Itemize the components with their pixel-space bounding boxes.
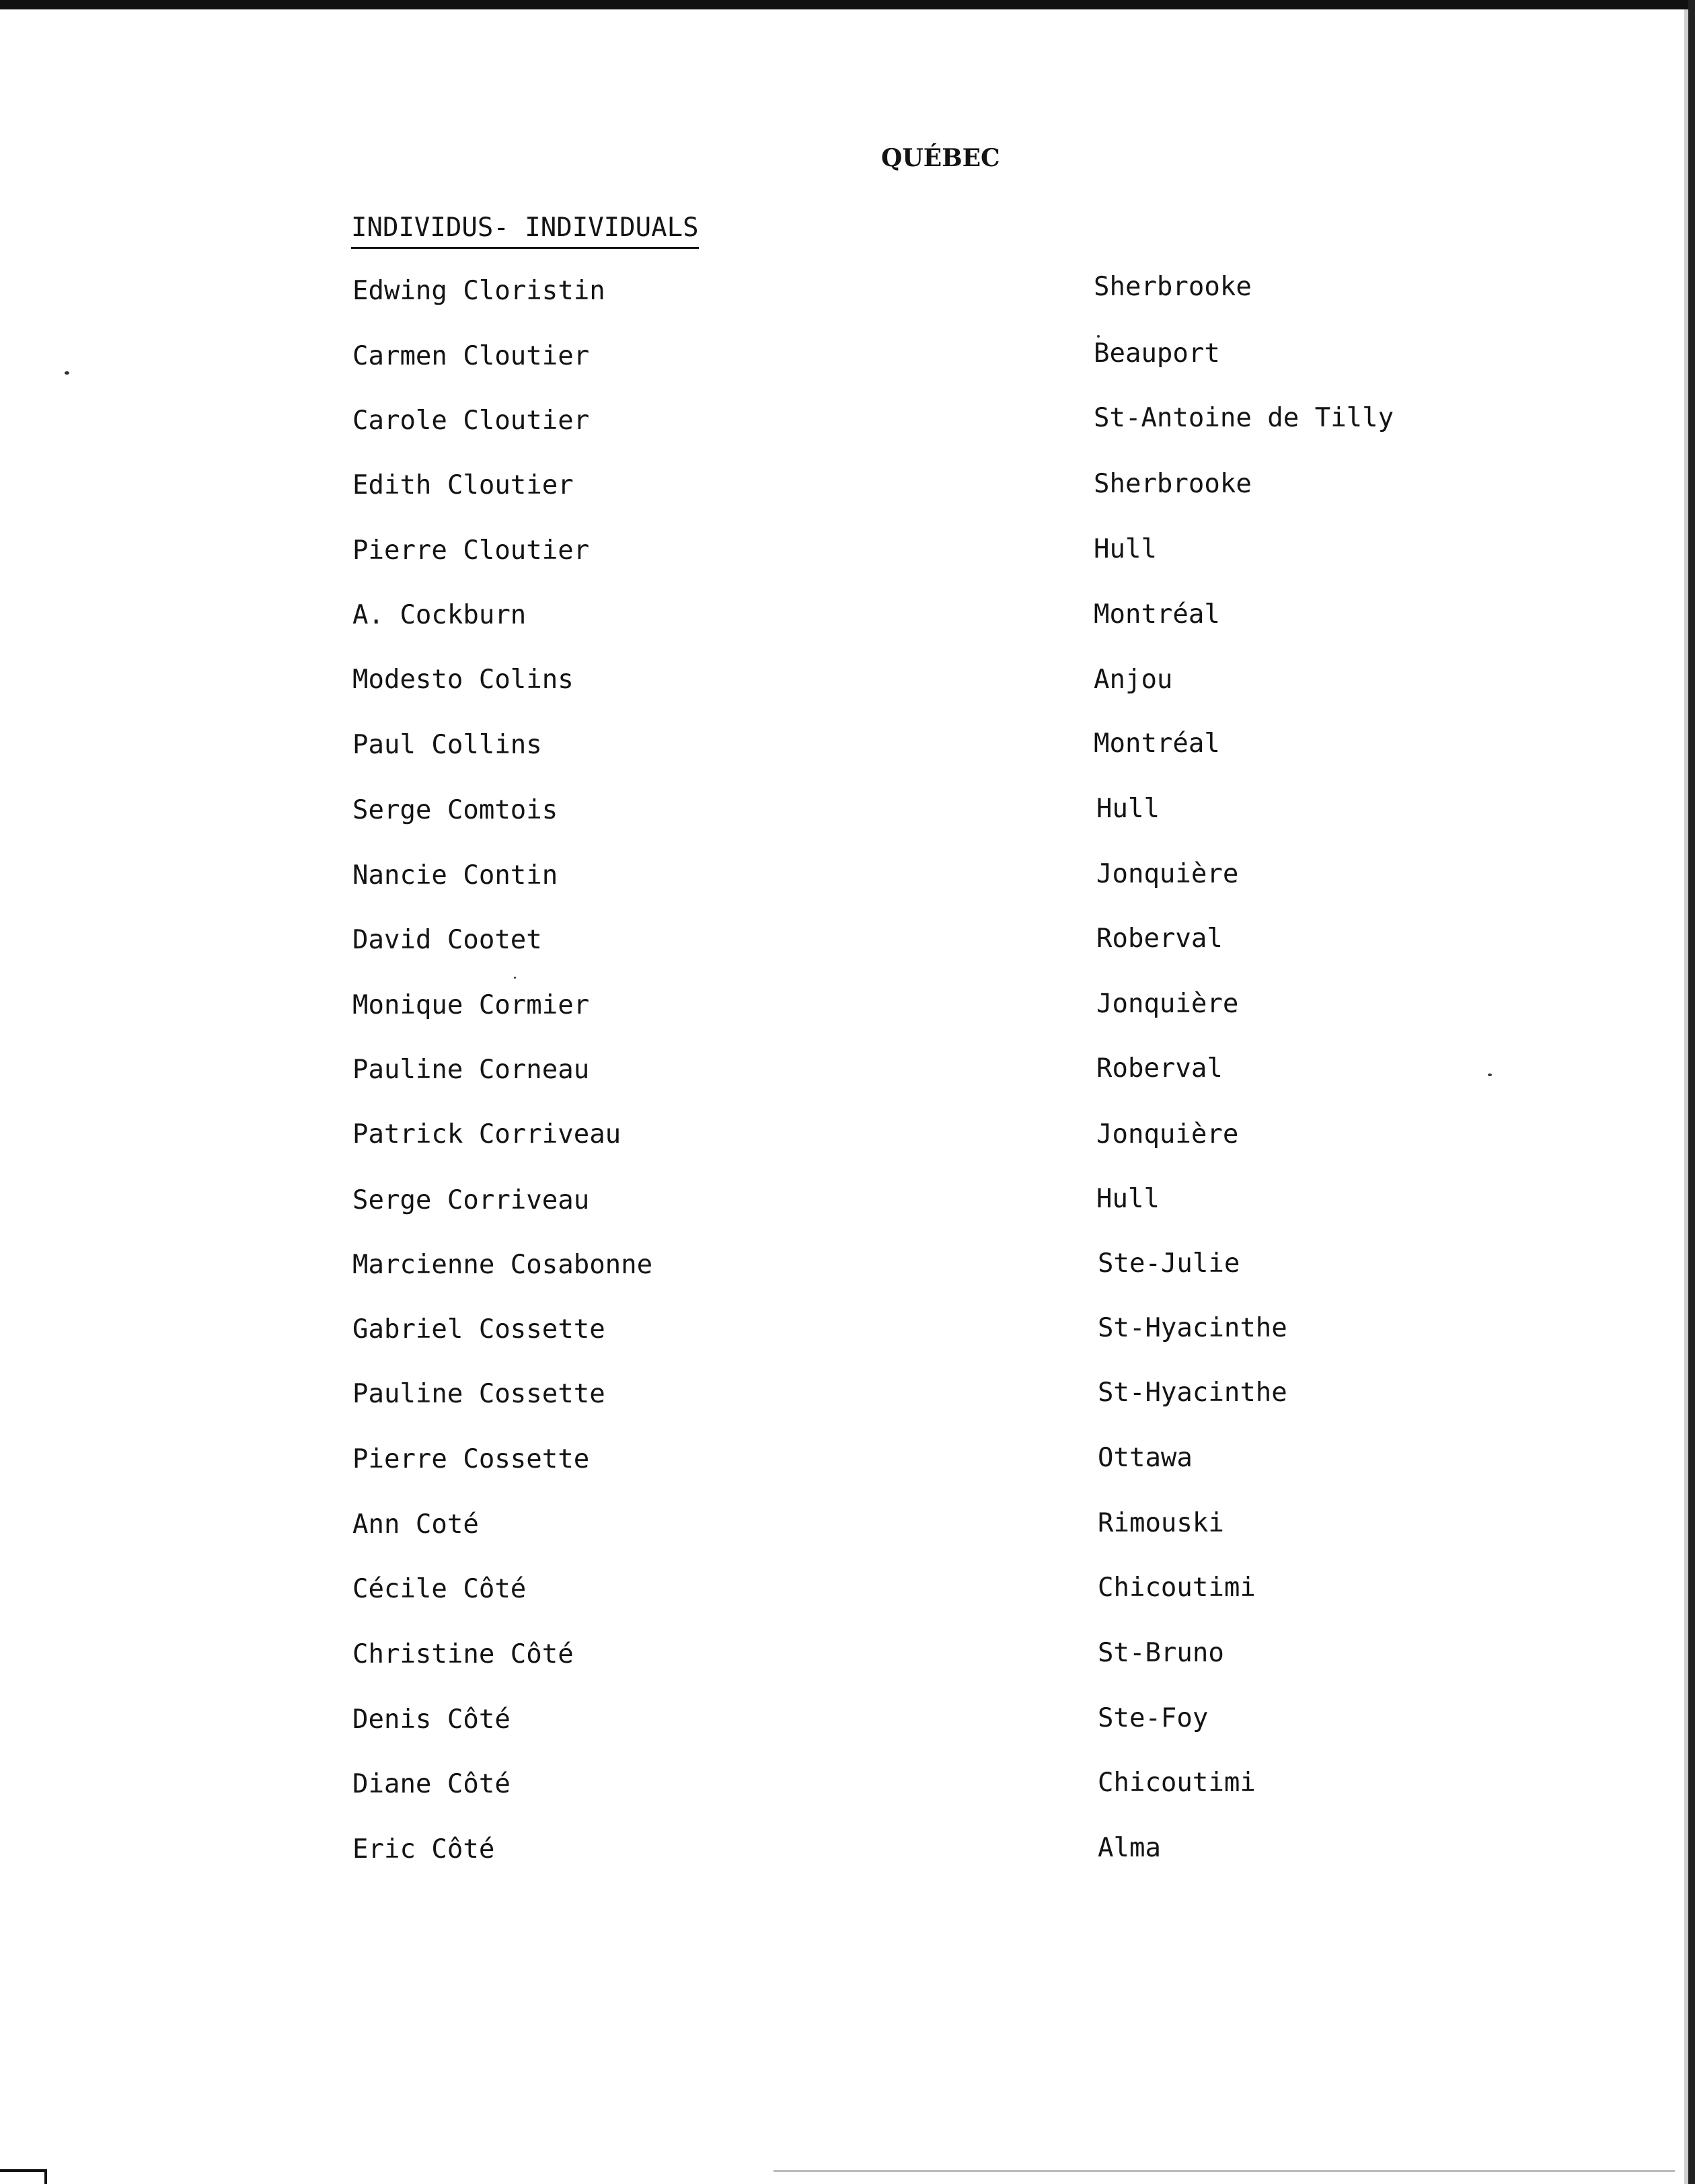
list-item	[0, 925, 1695, 965]
individual-city: Sherbrooke	[1094, 469, 1252, 499]
scan-corner-mark	[0, 2169, 47, 2184]
list-item	[0, 600, 1695, 640]
list-item	[0, 1834, 1695, 1875]
individual-name: Pauline Cossette	[352, 1379, 605, 1409]
individual-name: Serge Comtois	[352, 795, 558, 825]
individual-name: Ann Coté	[352, 1509, 479, 1540]
individual-name: Edwing Cloristin	[352, 276, 605, 306]
list-item	[0, 1509, 1695, 1550]
individual-city: Jonquière	[1096, 989, 1239, 1019]
individual-city: Roberval	[1096, 1053, 1223, 1084]
individual-city: St-Hyacinthe	[1098, 1313, 1287, 1343]
individual-city: Alma	[1098, 1833, 1161, 1863]
individual-city: Ste-Foy	[1098, 1703, 1209, 1733]
scan-speck	[514, 977, 516, 979]
individual-city: Ste-Julie	[1098, 1248, 1240, 1279]
individual-name: Edith Cloutier	[352, 470, 574, 500]
list-item	[0, 1574, 1695, 1614]
individual-name: Pauline Corneau	[352, 1055, 590, 1085]
individual-city: Roberval	[1096, 924, 1223, 954]
list-item	[0, 730, 1695, 770]
list-item	[0, 1704, 1695, 1745]
individual-name: Modesto Colins	[352, 665, 574, 695]
individual-name: Cécile Côté	[352, 1574, 527, 1604]
individual-name: Paul Collins	[352, 730, 542, 760]
list-item	[0, 1250, 1695, 1290]
individual-city: Chicoutimi	[1098, 1573, 1256, 1603]
individual-name: Pierre Cossette	[352, 1444, 590, 1474]
individual-name: Patrick Corriveau	[352, 1119, 622, 1150]
individual-name: Gabriel Cossette	[352, 1314, 605, 1345]
list-item	[0, 665, 1695, 705]
individual-city: Hull	[1094, 534, 1157, 564]
page-title: QUÉBEC	[881, 144, 1000, 172]
individual-city: Jonquière	[1096, 1119, 1239, 1150]
list-item	[0, 795, 1695, 835]
individual-city: Jonquière	[1096, 859, 1239, 889]
list-item	[0, 338, 1695, 381]
individual-name: David Cootet	[352, 925, 542, 955]
individual-city: St-Antoine de Tilly	[1094, 403, 1394, 433]
individual-city: Beauport	[1094, 338, 1220, 369]
individual-name: Carmen Cloutier	[352, 341, 590, 371]
list-item	[0, 1055, 1695, 1095]
individual-name: Serge Corriveau	[352, 1185, 590, 1215]
section-heading: INDIVIDUS- INDIVIDUALS	[351, 213, 699, 249]
individual-city: Hull	[1096, 1184, 1160, 1214]
list-item	[0, 1379, 1695, 1419]
individual-name: Marcienne Cosabonne	[352, 1250, 653, 1280]
individual-city: Sherbrooke	[1094, 272, 1252, 302]
list-item	[0, 860, 1695, 901]
list-item	[0, 470, 1695, 511]
list-item	[0, 403, 1695, 446]
list-item	[0, 1314, 1695, 1355]
list-item	[0, 535, 1695, 576]
individual-city: Anjou	[1094, 665, 1173, 695]
individual-name: Eric Côté	[352, 1834, 495, 1865]
list-item	[0, 1769, 1695, 1809]
individual-name: Nancie Contin	[352, 860, 558, 891]
individual-city: Rimouski	[1098, 1508, 1224, 1538]
individual-city: Hull	[1096, 794, 1160, 824]
individual-city: St-Hyacinthe	[1098, 1378, 1287, 1408]
individual-name: Monique Cormier	[352, 990, 590, 1020]
individual-city: Montréal	[1094, 599, 1220, 630]
list-item	[0, 1119, 1695, 1160]
individual-city: Chicoutimi	[1098, 1768, 1256, 1798]
scan-speck	[1097, 335, 1100, 338]
list-item	[0, 1639, 1695, 1680]
list-item	[0, 990, 1695, 1030]
list-item	[0, 1185, 1695, 1226]
individual-name: Christine Côté	[352, 1639, 574, 1669]
individual-name: Denis Côté	[352, 1704, 511, 1735]
individual-city: Ottawa	[1098, 1443, 1193, 1473]
scan-top-border	[0, 0, 1695, 9]
individual-city: Montréal	[1094, 728, 1220, 759]
list-item	[0, 272, 1695, 316]
individual-city: St-Bruno	[1098, 1638, 1224, 1668]
individual-name: Carole Cloutier	[352, 406, 590, 436]
list-item	[0, 1444, 1695, 1484]
individual-name: Pierre Cloutier	[352, 535, 590, 566]
individual-name: A. Cockburn	[352, 600, 527, 630]
scan-bottom-line	[774, 2170, 1675, 2172]
individual-name: Diane Côté	[352, 1769, 511, 1799]
